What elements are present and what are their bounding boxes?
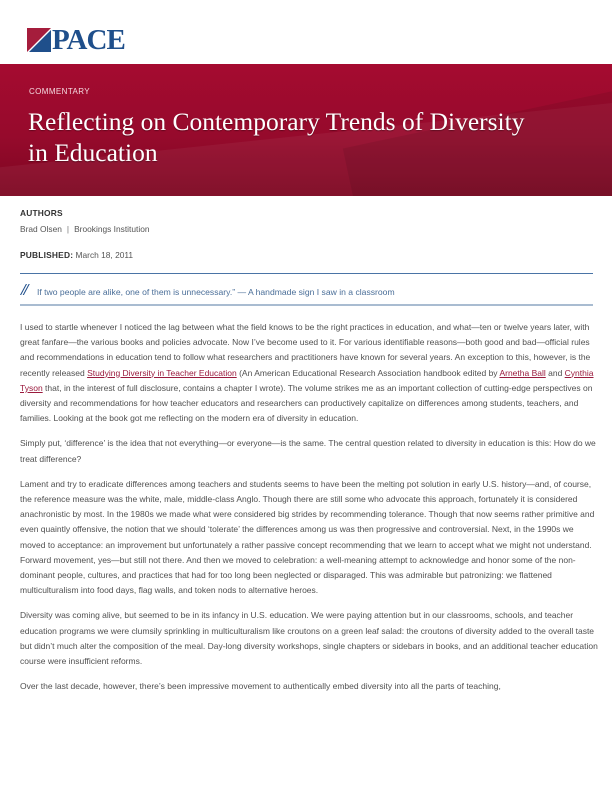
authors-label: AUTHORS — [20, 208, 63, 218]
author-affiliation: Brookings Institution — [74, 224, 150, 234]
paragraph-2: Simply put, ‘difference’ is the idea that not everything—or everyone—is the same. The central question related to diversity in education is this: How do we treat difference? — [20, 438, 596, 464]
pull-quote-text: If two people are alike, one of them is unnecessary.” — A handmade sign I saw in a classroom — [37, 287, 395, 297]
paragraph-1 — [20, 320, 600, 426]
pull-quote — [20, 273, 593, 306]
article-header-banner — [0, 64, 612, 196]
link-cynthia-tyson[interactable]: Cynthia Tyson — [20, 367, 594, 393]
link-studying-diversity[interactable]: Studying Diversity in Teacher Education — [87, 367, 237, 378]
paragraph-4: Diversity was coming alive, but seemed to be in its infancy in U.S. education. We were paying attention but in our classrooms, schools, and teacher education programs we were clumsily sprinkling in multiculturalism like croutons on a green leaf salad: the croutons of diversity added to the overall taste but didn’t much alter the composition of the meal. Day-long diversity workshops, single chapters or sidebars in books, and an additional teacher education course were insufficient reforms. — [20, 610, 598, 667]
paragraph-text: and — [545, 367, 565, 378]
article-category: COMMENTARY — [29, 87, 91, 96]
paragraph-text: I used to startle whenever I noticed the lag between what the field knows to be the right practices in education, and what—ten or twelve years later, with great fanfare—the various books and policies advocate. Now I’ve become used to it. For various identifiable reasons—both good and bad—official rules and recommendations in education tend to follow what researchers and practitioners have known for several years. An exception to this, however, is the recently released — [20, 322, 591, 378]
article-body — [20, 320, 600, 704]
link-arnetha-ball[interactable]: Arnetha Ball — [499, 367, 546, 378]
byline-separator: | — [66, 224, 70, 234]
published-date — [20, 250, 133, 260]
pace-logo[interactable] — [27, 24, 125, 56]
author-byline — [20, 224, 150, 234]
paragraph-text: that, in the interest of full disclosure, contains a chapter I wrote). The volume strikes me as an important collection of cutting-edge perspectives on diversity and recommendations for how teacher educators and researchers can productively capitalize on differences among students, teachers, and families. Looking at the book got me reflecting on the modern era of diversity in education. — [20, 382, 593, 424]
quote-icon: // — [21, 280, 27, 299]
published-label: PUBLISHED: — [20, 250, 74, 260]
article-title: Reflecting on Contemporary Trends of Diversity in Education — [28, 107, 525, 167]
paragraph-text: (An American Educational Research Association handbook edited by — [236, 367, 500, 378]
author-name[interactable]: Brad Olsen — [20, 224, 62, 234]
logo-text: PACE — [52, 24, 125, 56]
paragraph-3: Lament and try to eradicate differences among teachers and students seems to have been the melting pot solution in early U.S. history—and, of course, the reference measure was the white, male, middle-class Anglo. Though there are still some who advocate this approach, fortunately it is considered anachronistic by most. In the 1980s we made what were considered big strides by recommending tolerance. Though that now seems rather primitive and even quaintly offensive, the notion that we should ‘tolerate’ the differences among us was then progressive and controversial. Next, in the 1990s we moved to acceptance: an improvement but unfortunately a rather passive concept recommending that we learn to accept what we might not understand. Forward movement, yes—but still not there. And then we moved to celebration: a well-meaning attempt to acknowledge and honor some of the non-dominant people, cultures, and practices that had for too long been neglected or disparaged. This was admirable but patronizing: we flattened multiculturalism into food days, flag walls, and token nods to alternative heroes. — [20, 478, 595, 596]
pace-logo-mark-icon — [27, 28, 51, 52]
published-value: March 18, 2011 — [75, 250, 134, 260]
paragraph-5: Over the last decade, however, there’s been impressive movement to authentically embed diversity into all the parts of teaching, — [20, 681, 501, 692]
